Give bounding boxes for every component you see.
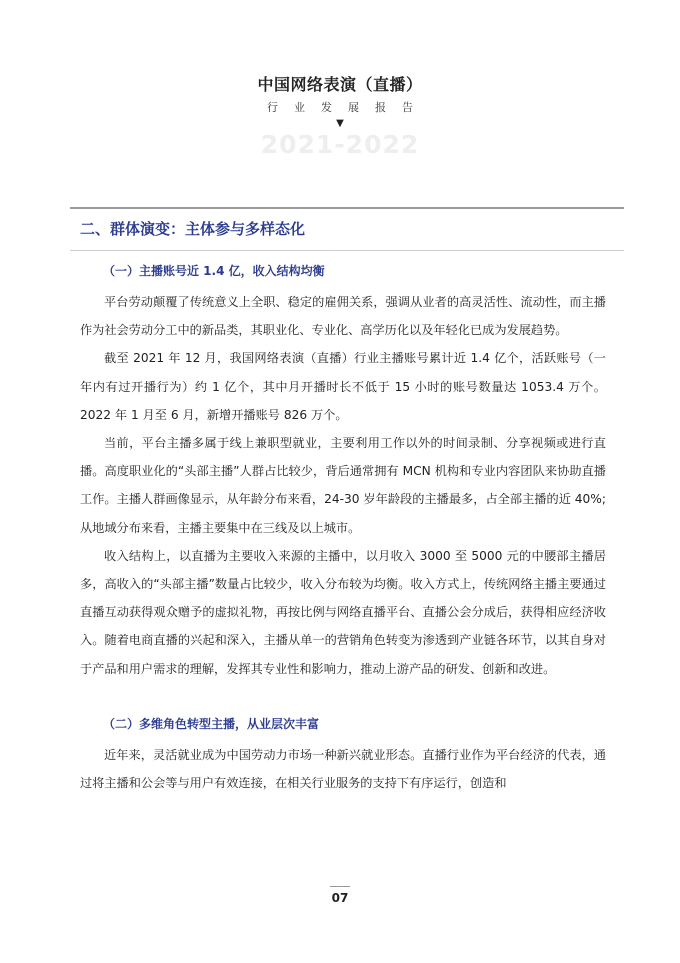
page-footer <box>0 886 680 905</box>
report-title: 中国网络表演（直播） <box>257 75 423 94</box>
section-header-bar <box>70 207 624 251</box>
paragraph: 近年来，灵活就业成为中国劳动力市场一种新兴就业形态。直播行业作为平台经济的代表，通过将主播和公会等与用户有效连接，在相关行业服务的支持下有序运行，创造和 <box>80 747 606 791</box>
section-title: 二、群体演变：主体参与多样态化 <box>80 220 306 238</box>
report-years: 2021-2022 <box>260 130 420 159</box>
paragraph: 截至 2021 年 12 月，我国网络表演（直播）行业主播账号累计近 1.4 亿个，活跃账号（一年内有过开播行为）约 1 亿个，其中月开播时长不低于 15 小时的账号数量达 1053.4 万个。2022 年 1 月至 6 月，新增开播账号 826 万个。 <box>80 351 606 422</box>
page-number: 07 <box>331 891 349 905</box>
report-header <box>0 74 680 159</box>
section-spacer <box>80 683 606 715</box>
subsection-heading: （二）多维角色转型主播，从业层次丰富 <box>103 716 320 731</box>
paragraph: 当前，平台主播多属于线上兼职型就业，主要利用工作以外的时间录制、分享视频或进行直播。高度职业化的“头部主播”人群占比较少，背后通常拥有 MCN 机构和专业内容团队来协助直播工作。主播人群画像显示，从年龄分布来看，24-30 岁年龄段的主播最多，占全部主播的近 40%; 从地域分布来看，主播主要集中在三线及以上城市。 <box>80 436 606 535</box>
paragraph: 平台劳动颠覆了传统意义上全职、稳定的雇佣关系，强调从业者的高灵活性、流动性，而主播作为社会劳动分工中的新品类，其职业化、专业化、高学历化以及年轻化已成为发展趋势。 <box>80 295 606 338</box>
paragraph: 收入结构上，以直播为主要收入来源的主播中，以月收入 3000 至 5000 元的中腰部主播居多，高收入的“头部主播”数量占比较少，收入分布较为均衡。收入方式上，传统网络主播主要通过直播互动获得观众赠予的虚拟礼物，再按比例与网络直播平台、直播公会分成后，获得相应经济收入。随着电商直播的兴起和深入，主播从单一的营销角色转变为渗透到产业链各环节，以其自身对于产品和用户需求的理解，发挥其专业性和影响力，推动上游产品的研发、创新和改进。 <box>80 548 606 676</box>
page-number-rule <box>330 886 350 887</box>
main-content <box>80 262 606 797</box>
subsection <box>80 262 606 683</box>
triangle-down-icon: ▼ <box>336 118 344 129</box>
subsection-heading: （一）主播账号近 1.4 亿，收入结构均衡 <box>103 264 325 278</box>
subsection <box>80 715 606 797</box>
report-subtitle: 行业发展报告 <box>267 101 429 114</box>
